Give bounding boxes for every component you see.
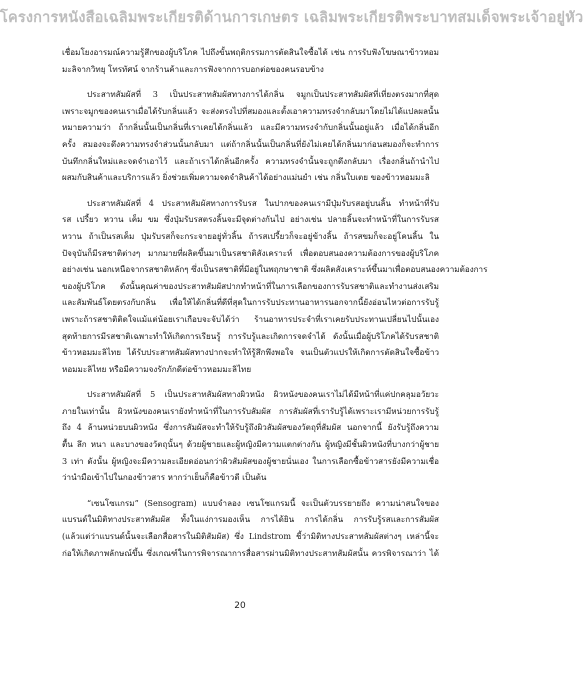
text-line: ประสาทสัมผัสที่ 5 เป็นประสาทสัมผัสทางผิวหนัง ผิวหนังของคนเราไม่ได้มีหน้าที่แค่ปกคลุมอวัยวะ (87, 389, 439, 400)
text-line: ถึง 4 ล้านหน่วยบนผิวหนัง ซึ่งการสัมผัสจะทำให้รับรู้ถึงผิวสัมผัสของวัตถุที่สัมผัส นอกจากนี้ ยังรับรู้ถึงความ (62, 422, 439, 433)
paragraph (62, 86, 439, 186)
text-line: ปัจจุบันก็มีรสชาติต่างๆ มากมายที่ผลิตขึ้นมาเป็นรสชาติสังเคราะห์ เพื่อตอบสนองความต้องการของผู้บริโภค (62, 247, 439, 258)
text-line: ก่อให้เกิดภาพลักษณ์ขึ้น ซึ่งเกณฑ์ในการพิจารณาการสื่อสารผ่านมิติทางประสาทสัมผัสนั้น ควรพิจารณาว่า ได้ (62, 547, 439, 558)
text-line: ประสาทสัมผัสที่ 4 ประสาทสัมผัสทางการรับรส ในปากของคนเรามีปุ่มรับรสอยู่บนลิ้น ทำหน้าที่รับ (87, 197, 439, 208)
text-line: ว่านำมือเข้าไปในกองข้าวสาร หากว่าเย็นก็คือข้าวดี เป็นต้น (62, 472, 267, 483)
text-line: (แล้วแต่ว่าแบรนด์นั้นจะเลือกสื่อสารในมิติสัมผัส) ซึ่ง Lindstrom ชี้ว่ามิติทางประสาทสัมผัสต่างๆ เหล่านี้จะ (62, 531, 439, 542)
text-line: ผสมกับสินค้าและบริการแล้ว ยิ่งช่วยเพิ่มความจดจำสินค้าได้อย่างแม่นยำ เช่น กลิ่นใบเตย ของข้าวหอมมะลิ (62, 172, 430, 183)
text-line: ครั้ง สมองจะดึงความทรงจำส่วนนั้นกลับมา แต่ถ้ากลิ่นนั้นเป็นกลิ่นที่ยังไม่เคยได้กลิ่นมาก่อนสมองก็จะทำการ (62, 138, 439, 149)
text-line: ตื้น ลึก หนา และบางของวัตถุนั้นๆ ด้วยผู้ชายและผู้หญิงมีความแตกต่างกัน ผู้หญิงมีชั้นผิวหนังที่บางกว่าผู้ชาย (62, 439, 439, 450)
text-line: และสัมพันธ์โดยตรงกับกลิ่น เพื่อให้ได้กลิ่นที่ดีที่สุดในการรับประทานอาหารนอกจากนี้ยังอ่อนไหวต่อการรับรู้ (62, 297, 439, 308)
text-line: “เซนโซแกรม” (Sensogram) แบบจำลอง เซนโซแกรมนี้ จะเป็นตัวบรรยายถึง ความน่าสนใจของ (87, 497, 439, 508)
text-line: หวาน ถ้าเป็นรสเค็ม ปุ่มรับรสก็จะกระจายอยู่ทั่วลิ้น ถ้ารสเปรี้ยวก็จะอยู่ข้างลิ้น ถ้ารสขมก็จะอยู่โคนลิ้น ใน (62, 230, 439, 241)
text-line: ภายในเท่านั้น ผิวหนังของคนเรายังทำหน้าที่ในการรับสัมผัส การสัมผัสที่เรารับรู้ได้เพราะเรามีหน่วยการรับรู้ (62, 405, 439, 416)
text-line: อย่างเช่น นอกเหนือจากรสชาติหลักๆ ซึ่งเป็นรสชาติที่มีอยู่ในพฤกษาชาติ ซึ่งผลิตสังเคราะห์ขึ้นมาเพื่อตอบสนองความต้องการ (62, 264, 488, 275)
text-line: มะลิจากวิทยุ โทรทัศน์ จากร้านค้าและการฟังจากการบอกต่อของคนรอบข้าง (62, 63, 324, 74)
paragraph (62, 386, 439, 486)
text-line: เชื่อมโยงอารมณ์ความรู้สึกของผู้บริโภค ไปถึงขั้นพฤติกรรมการตัดสินใจซื้อได้ เช่น การรับฟังโฆษณาข้าวหอม (62, 47, 439, 57)
paragraph (62, 44, 439, 77)
text-line: รส เปรี้ยว หวาน เค็ม ขม ซึ่งปุ่มรับรสตรงลิ้นจะมีจุดต่างกันไป อย่างเช่น ปลายลิ้นจะทำหน้าที่ในการรับรส (62, 214, 439, 225)
paragraph (62, 195, 488, 378)
text-line: หมายความว่า ถ้ากลิ่นนั้นเป็นกลิ่นที่เราเคยได้กลิ่นแล้ว และมีความทรงจำกับกลิ่นนั้นอยู่แล้ว เมื่อได้กลิ่นอีก (62, 122, 439, 133)
page-header: โครงการหนังสือเฉลิมพระเกียรติด้านการเกษตร เฉลิมพระเกียรติพระบาทสมเด็จพระเจ้าอยู่หัว (0, 9, 583, 26)
text-line: ของผู้บริโภค ดังนั้นคุณค่าของประสาทสัมผัสปากทำหน้าที่ในการเลือกของการรับรสชาติและทำงานส่งเสริม (62, 280, 439, 291)
body-text (62, 44, 488, 570)
text-line: แบรนด์ในมิติทางประสาทสัมผัส ทั้งในแง่การมองเห็น การได้ยิน การได้กลิ่น การรับรู้รสและการสัมผัส (62, 514, 439, 525)
text-line: สุดท้ายการมีรสชาติเฉพาะทำให้เกิดการเรียนรู้ การรับรู้และเกิดการจดจำได้ ดังนั้นเมื่อผู้บริโภคได้รับรสชาติ (62, 330, 439, 341)
paragraph (62, 495, 439, 561)
text-line: 3 เท่า ดังนั้น ผู้หญิงจะมีความละเอียดอ่อนกว่าผิวสัมผัสของผู้ชายนั่นเอง ในการเลือกซื้อข้าวสารยังมีความเชื่อ (62, 455, 439, 466)
text-line: หอมมะลิไทย หรือมีความจงรักภักดีต่อข้าวหอมมะลิไทย (62, 363, 252, 374)
text-line: ข้าวหอมมะลิไทย ได้รับประสาทสัมผัสทางปากจะทำให้รู้สึกพึงพอใจ จนเป็นตัวแปรให้เกิดการตัดสินใจซื้อข้าว (62, 347, 439, 358)
text-line: เพราะถ้ารสชาติติดใจแม้แต่น้อยเราเกือบจะจับได้ว่า ร้านอาหารประจำที่เราเคยรับประทานเปลี่ยนไปนั้นเอง (62, 313, 439, 324)
page-number: 20 (234, 601, 246, 611)
text-line: ประสาทสัมผัสที่ 3 เป็นประสาทสัมผัสทางการได้กลิ่น จมูกเป็นประสาทสัมผัสที่เที่ยงตรงมากที่สุด (87, 89, 439, 100)
text-line: บันทึกกลิ่นใหม่และจดจำเอาไว้ และถ้าเราได้กลิ่นอีกครั้ง ความทรงจำนั้นจะถูกดึงกลับมา เรื่องกลิ่นถ้านำไป (62, 155, 439, 166)
text-line: เพราะจมูกของคนเราเมื่อได้รับกลิ่นแล้ว จะส่งตรงไปที่สมองและตั้งเอาความทรงจำกลับมาโดยไม่ได้แปลผลนั้น (62, 105, 439, 116)
